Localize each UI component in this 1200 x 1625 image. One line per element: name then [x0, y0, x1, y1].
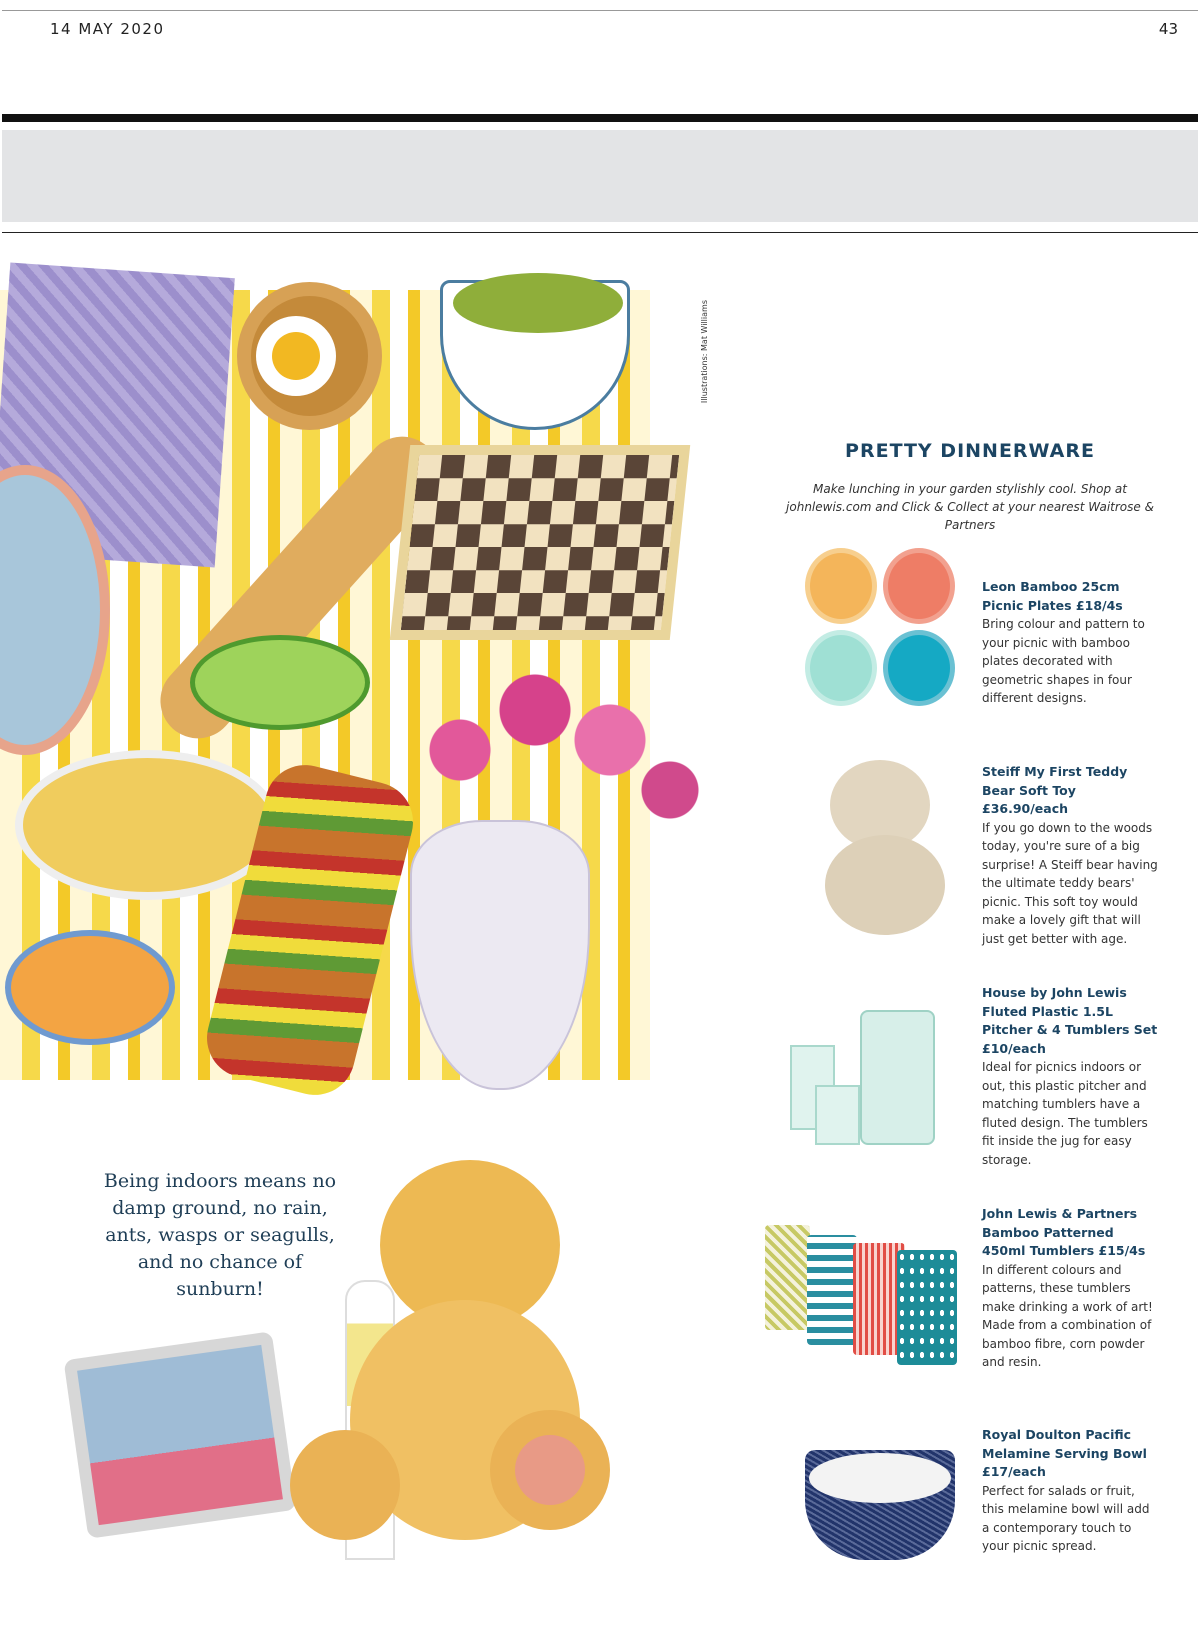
section-intro: Make lunching in your garden stylishly cool. Shop at johnlewis.com and Click & Collect at your nearest Waitrose & Partners	[786, 482, 1154, 532]
product-description: Bring colour and pattern to your picnic with bamboo plates decorated with geometric shapes in four different designs.	[982, 617, 1145, 705]
illustration-credit: Illustrations: Mat Williams	[700, 300, 709, 404]
scotch-egg	[237, 282, 382, 430]
product-description: In different colours and patterns, these tumblers make drinking a work of art! Made from a combination of bamboo fibre, corn powder and resin.	[982, 1262, 1153, 1369]
carrot-bowl	[5, 930, 175, 1045]
product-plates	[982, 578, 1160, 708]
lime-slices	[190, 635, 370, 730]
product-image-bowl	[805, 1450, 955, 1560]
pull-quote: Being indoors means no damp ground, no rain, ants, wasps or seagulls, and no chance of sunburn!	[103, 1170, 337, 1300]
salad-bowl	[15, 750, 280, 900]
product-name: Royal Doulton Pacific Melamine Serving Bowl £17/each	[982, 1427, 1147, 1479]
product-tumblers	[982, 1205, 1160, 1372]
product-description: Perfect for salads or fruit, this melamine bowl will add a contemporary touch to your picnic spread.	[982, 1483, 1150, 1553]
product-name: John Lewis & Partners Bamboo Patterned 450ml Tumblers £15/4s	[982, 1206, 1146, 1258]
page-number: 43	[1158, 20, 1178, 38]
product-name: Leon Bamboo 25cm Picnic Plates £18/4s	[982, 579, 1123, 613]
top-rule	[2, 10, 1198, 11]
section-title: PRETTY DINNERWARE	[845, 440, 1095, 462]
picnic-illustration	[0, 260, 720, 1560]
product-description: Ideal for picnics indoors or out, this plastic pitcher and matching tumblers have a fluted design. The tumblers fit inside the jug for easy storage.	[982, 1060, 1148, 1167]
product-name: House by John Lewis Fluted Plastic 1.5L Pitcher & 4 Tumblers Set £10/each	[982, 985, 1158, 1056]
product-name: Steiff My First Teddy Bear Soft Toy £36.90/each	[982, 764, 1128, 816]
product-image-tumblers	[765, 1225, 960, 1365]
checkers-board	[390, 445, 690, 640]
product-image-pitcher	[790, 1000, 950, 1150]
product-pitcher	[982, 984, 1160, 1169]
divider	[2, 232, 1198, 233]
tulips	[400, 630, 700, 830]
thick-rule	[2, 114, 1198, 122]
issue-date: 14 MAY 2020	[50, 20, 165, 38]
banner-box	[2, 130, 1198, 222]
product-image-teddy	[810, 760, 960, 935]
product-image-plates	[805, 548, 955, 708]
product-bowl	[982, 1426, 1160, 1556]
tablet-drawing	[63, 1331, 296, 1538]
product-description: If you go down to the woods today, you're sure of a big surprise! A Steiff bear having the ultimate teddy bears' picnic. This soft toy would make a lovely gift that will just get better with age.	[982, 820, 1158, 946]
product-teddy	[982, 763, 1160, 948]
